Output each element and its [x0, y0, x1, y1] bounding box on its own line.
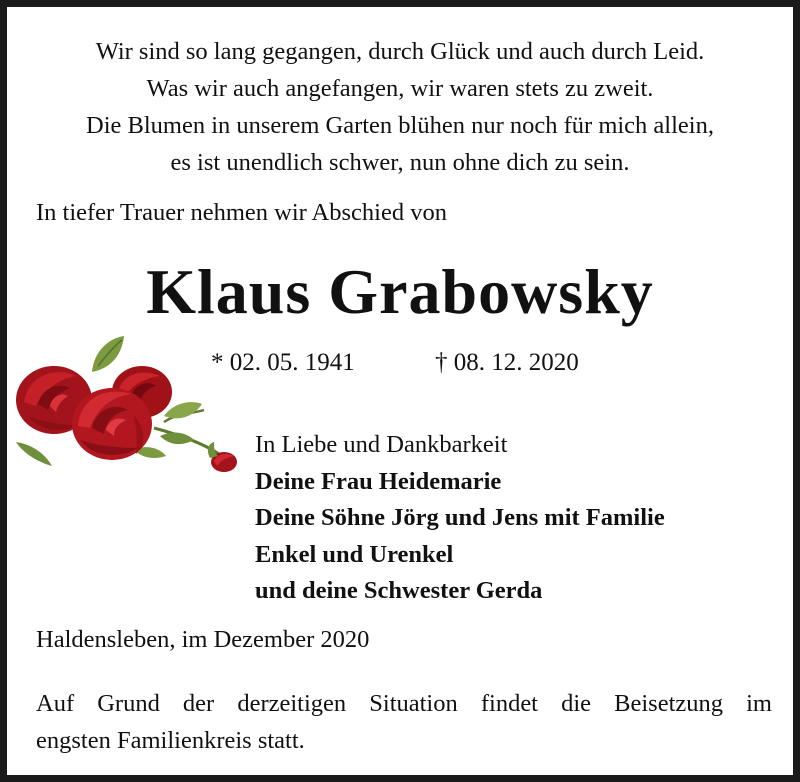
poem-line: Die Blumen in unserem Garten blühen nur noch für mich allein,	[86, 112, 714, 139]
mourner-line: Enkel und Urenkel	[255, 540, 454, 568]
mourners-intro: In Liebe und Dankbarkeit	[255, 431, 508, 458]
farewell-intro: In tiefer Trauer nehmen wir Abschied von	[36, 199, 447, 226]
birth-date: * 02. 05. 1941	[211, 349, 355, 376]
death-date: † 08. 12. 2020	[435, 349, 579, 376]
mourners-block	[255, 427, 665, 610]
poem	[7, 33, 793, 181]
mourner-line: Deine Frau Heidemarie	[255, 467, 502, 495]
place-and-date: Haldensleben, im Dezember 2020	[36, 626, 370, 653]
deceased-name: Klaus Grabowsky	[146, 256, 654, 327]
poem-line: es ist unendlich schwer, nun ohne dich zu sein.	[170, 149, 630, 176]
funeral-note-line: engsten Familienkreis statt.	[36, 726, 305, 754]
poem-line: Was wir auch angefangen, wir waren stets zu zweit.	[146, 75, 654, 102]
mourner-line: Deine Söhne Jörg und Jens mit Familie	[255, 504, 665, 531]
funeral-note-line: Auf Grund der derzeitigen Situation findet die Beisetzung im	[36, 690, 772, 717]
mourner-line: und deine Schwester Gerda	[255, 577, 543, 604]
funeral-note	[36, 686, 772, 759]
poem-line: Wir sind so lang gegangen, durch Glück und auch durch Leid.	[95, 38, 705, 65]
red-roses-image	[14, 332, 244, 482]
